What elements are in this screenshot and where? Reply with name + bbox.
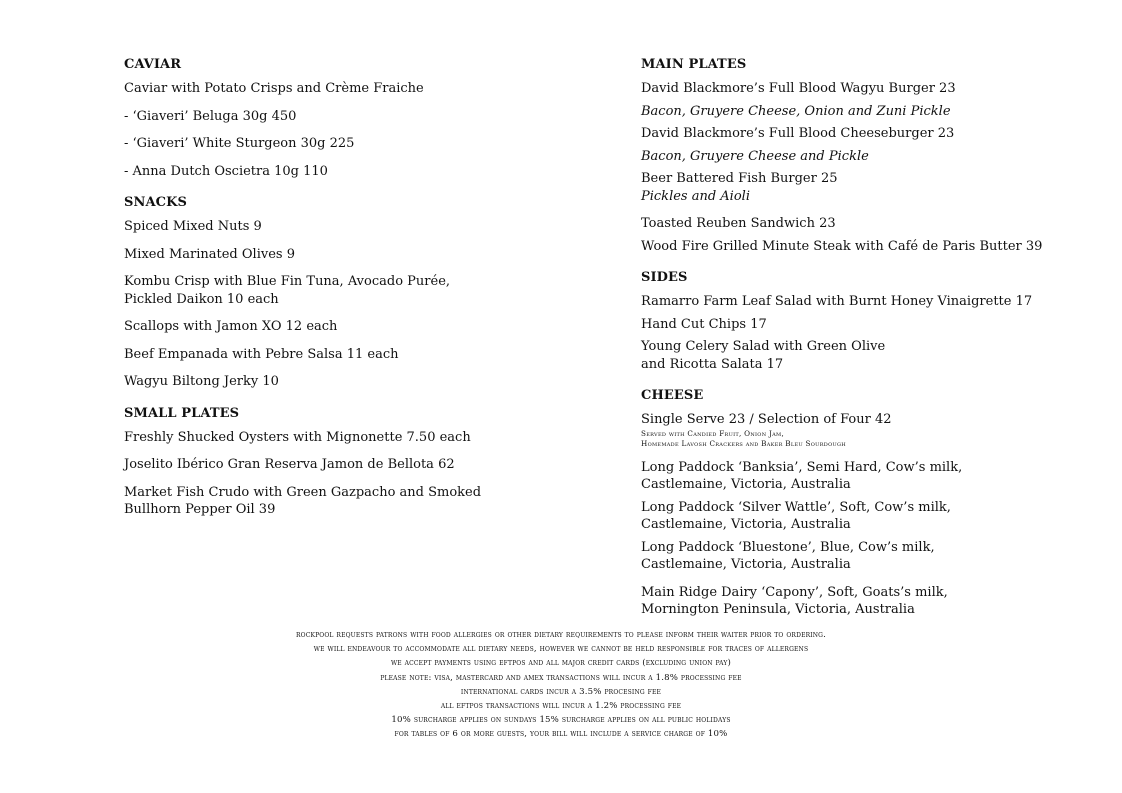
menu-item: Caviar with Potato Crisps and Crème Fraiche (124, 81, 424, 96)
menu-item-line: Main Ridge Dairy ‘Capony’, Soft, Goats’s milk, (641, 584, 948, 600)
menu-item-line: Kombu Crisp with Blue Fin Tuna, Avocado Purée, (124, 274, 451, 289)
section-title-sides: SIDES (641, 270, 688, 285)
menu-item: - Anna Dutch Oscietra 10g 110 (124, 163, 328, 179)
notice-line: we accept payments using eftpos and all major credit cards (excluding union pay) (390, 658, 732, 669)
cheese-section (641, 387, 1081, 619)
sides-section (641, 269, 1081, 373)
notice-line: we will endeavour to accommodate all dietary needs, however we cannot be held responsible for traces of allergens (313, 644, 809, 655)
menu-item: Wagyu Biltong Jerky 10 (124, 374, 279, 389)
menu-item-note: Homemade Lavosh Crackers and Baker Bleu Sourdough (641, 438, 846, 448)
menu-item-line: Single Serve 23 / Selection of Four 42 (641, 412, 892, 427)
menu-item-line: David Blackmore’s Full Blood Cheeseburger 23 (641, 126, 955, 141)
menu-item: Hand Cut Chips 17 (641, 316, 767, 332)
snacks-section (124, 194, 604, 391)
menu-item-description: Bacon, Gruyere Cheese, Onion and Zuni Pickle (641, 103, 951, 119)
menu-item-line: David Blackmore’s Full Blood Wagyu Burger 23 (641, 81, 956, 96)
menu-item: Mixed Marinated Olives 9 (124, 246, 295, 262)
menu-item (641, 539, 1081, 574)
menu-item (641, 80, 1081, 120)
notice-line: 10% surcharge applies on sundays 15% surcharge applies on all public holidays (391, 715, 731, 726)
menu-item (641, 584, 1081, 619)
section-title-snacks: SNACKS (124, 195, 187, 210)
section-title-cheese: CHEESE (641, 388, 704, 403)
notice-line: please note: visa, mastercard and amex transactions will incur a 1.8% processing fee (380, 672, 742, 683)
right-column (641, 56, 1081, 633)
menu-item-line: Long Paddock ‘Banksia’, Semi Hard, Cow’s milk, (641, 459, 963, 475)
menu-item: Wood Fire Grilled Minute Steak with Café de Paris Butter 39 (641, 238, 1043, 254)
menu-item (124, 273, 604, 308)
menu-item (641, 125, 1081, 165)
menu-item (641, 411, 1081, 449)
menu-item: - ‘Giaveri’ Beluga 30g 450 (124, 108, 297, 124)
notice-line: for tables of 6 or more guests, your bill will include a service charge of 10% (394, 729, 728, 740)
left-column (124, 56, 604, 533)
notice-line: international cards incur a 3.5% procesing fee (460, 686, 662, 697)
menu-item (641, 499, 1081, 534)
menu-item-line: Long Paddock ‘Bluestone’, Blue, Cow’s milk, (641, 539, 935, 555)
menu-item-description: Bacon, Gruyere Cheese and Pickle (641, 148, 869, 164)
notice-line: all eftpos transactions will incur a 1.2% processing fee (440, 701, 682, 712)
menu-item: - ‘Giaveri’ White Sturgeon 30g 225 (124, 136, 355, 151)
menu-item-description: Pickles and Aioli (641, 188, 750, 204)
menu-item-line: Market Fish Crudo with Green Gazpacho and Smoked (124, 484, 482, 500)
menu-item: Beef Empanada with Pebre Salsa 11 each (124, 346, 399, 362)
menu-item-line: Long Paddock ‘Silver Wattle’, Soft, Cow’s milk, (641, 499, 951, 515)
menu-item-line: Mornington Peninsula, Victoria, Australia (641, 602, 915, 617)
notice-line: rockpool requests patrons with food allergies or other dietary requirements to please inform their waiter prior to ordering. (295, 630, 827, 640)
menu-item (641, 170, 1081, 205)
caviar-section (124, 56, 604, 180)
menu-item (641, 459, 1081, 494)
menu-item-line: Beer Battered Fish Burger 25 (641, 171, 838, 186)
menu-item: Toasted Reuben Sandwich 23 (641, 216, 836, 231)
menu-item-line: Castlemaine, Victoria, Australia (641, 517, 851, 532)
menu-item-line: Bullhorn Pepper Oil 39 (124, 502, 276, 517)
menu-item: Joselito Ibérico Gran Reserva Jamon de Bellota 62 (124, 457, 455, 472)
menu-item-line: and Ricotta Salata 17 (641, 356, 784, 372)
small-plates-section (124, 405, 604, 519)
menu-item: Freshly Shucked Oysters with Mignonette 7.50 each (124, 429, 471, 445)
menu-item (124, 484, 604, 519)
menu-item: Ramarro Farm Leaf Salad with Burnt Honey Vinaigrette 17 (641, 294, 1033, 309)
section-title-small-plates: SMALL PLATES (124, 405, 240, 421)
menu-item-note: Served with Candied Fruit, Onion Jam, (641, 428, 785, 438)
main-plates-section (641, 56, 1081, 255)
menu-item: Scallops with Jamon XO 12 each (124, 319, 338, 334)
section-title-caviar: CAVIAR (124, 57, 182, 72)
section-title-main-plates: MAIN PLATES (641, 57, 747, 72)
menu-item-line: Pickled Daikon 10 each (124, 291, 279, 307)
menu-item-line: Young Celery Salad with Green Olive (641, 339, 886, 354)
menu-item-line: Castlemaine, Victoria, Australia (641, 557, 851, 572)
menu-item-line: Castlemaine, Victoria, Australia (641, 477, 851, 492)
allergen-payment-notice (0, 628, 1122, 742)
menu-item: Spiced Mixed Nuts 9 (124, 219, 262, 234)
menu-item (641, 338, 1081, 373)
